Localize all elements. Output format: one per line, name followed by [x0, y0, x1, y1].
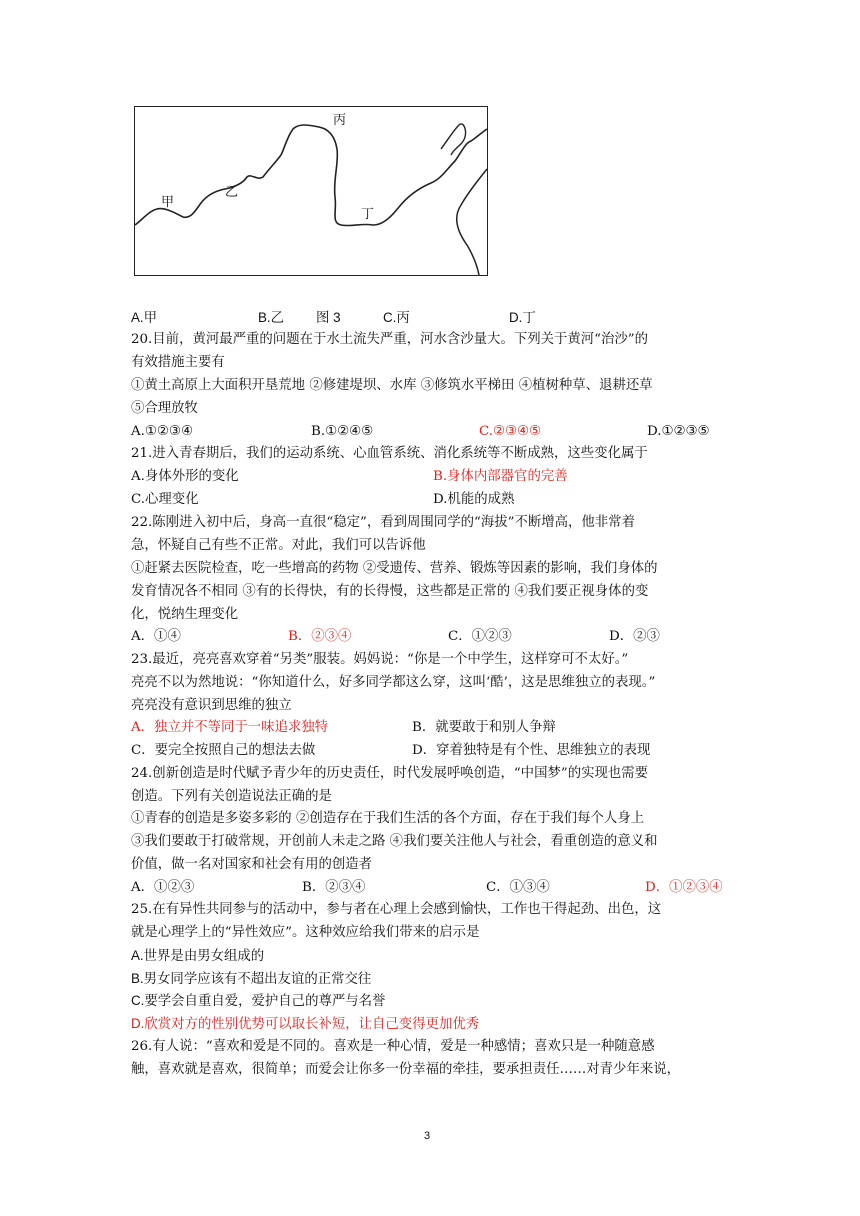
- q23-option-b: B．就要敢于和别人争辩: [412, 720, 556, 735]
- q21-option-a: A.身体外形的变化: [131, 469, 239, 484]
- q21-stem: 21.进入青春期后，我们的运动系统、心血管系统、消化系统等不断成熟，这些变化属于: [131, 446, 648, 461]
- q22-stem-line1: 22.陈刚进入初中后，身高一直很“稳定”，看到周围同学的“海拔”不断增高，他非常着: [131, 515, 635, 530]
- q23-option-d: D．穿着独特是有个性、思维独立的表现: [412, 743, 651, 758]
- q23-stem-line2: 亮亮不以为然地说：“你知道什么，好多同学都这么穿，这叫‘酷’，这是思维独立的表现。”: [131, 675, 656, 690]
- q21-option-d: D.机能的成熟: [433, 492, 515, 507]
- q22-option-d: D．②③: [609, 629, 660, 644]
- q20-option-b: B.①②④⑤: [311, 424, 374, 439]
- q25-option-c: C.要学会自重自爱，爱护自己的尊严与名誉: [131, 993, 386, 1008]
- q24-stem-line2: 创造。下列有关创造说法正确的是: [131, 789, 332, 804]
- q23-stem-line1: 23.最近，亮亮喜欢穿着“另类”服装。妈妈说：“你是一个中学生，这样穿可不太好。”: [131, 652, 629, 667]
- q23-stem-line3: 亮亮没有意识到思维的独立: [131, 698, 292, 713]
- label-bing: 丙: [333, 113, 347, 128]
- q22-option-c: C．①②③: [448, 629, 512, 644]
- q25-option-a: A.世界是由男女组成的: [131, 948, 265, 963]
- page-number: 3: [424, 1130, 431, 1142]
- q26-stem-line1: 26.有人说：“喜欢和爱是不同的。喜欢是一种心情，爱是一种感情；喜欢只是一种随意感: [131, 1039, 655, 1054]
- q22-items-line2: 发育情况各不相同 ③有的长得快，有的长得慢，这些都是正常的 ④我们要正视身体的变: [131, 584, 649, 599]
- q22-stem-line2: 急，怀疑自己有些不正常。对此，我们可以告诉他: [131, 538, 426, 553]
- q25-stem-line2: 就是心理学上的“异性效应”。这种效应给我们带来的启示是: [131, 925, 480, 940]
- q24-items-line1: ①青春的创造是多姿多彩的 ②创造存在于我们生活的各个方面，存在于我们每个人身上: [131, 811, 645, 826]
- label-jia: 甲: [161, 195, 175, 210]
- q24-option-d-answer: D．①②③④: [645, 880, 723, 895]
- fig-option-a: A.甲: [131, 310, 158, 325]
- q21-option-b-answer: B.身体内部器官的完善: [433, 469, 568, 484]
- fig-option-d: D.丁: [509, 310, 536, 325]
- q25-option-d-answer: D.欣赏对方的性别优势可以取长补短，让自己变得更加优秀: [131, 1016, 480, 1031]
- q22-option-b-answer: B．②③④: [288, 629, 352, 644]
- map-figure: [134, 106, 488, 276]
- q20-items-line2: ⑤合理放牧: [131, 401, 198, 416]
- q20-option-a: A.①②③④: [131, 424, 193, 439]
- q20-stem-line1: 20.目前，黄河最严重的问题在于水土流失严重，河水含沙量大。下列关于黄河“治沙”的: [131, 332, 649, 347]
- q22-option-a: A．①④: [131, 629, 181, 644]
- q21-option-c: C.心理变化: [131, 492, 199, 507]
- q23-option-c: C．要完全按照自己的想法去做: [131, 743, 316, 758]
- figure-caption: 图 3: [316, 310, 341, 325]
- q20-option-d: D.①②③⑤: [647, 424, 710, 439]
- fig-option-b: B.乙: [258, 310, 285, 325]
- q24-option-a: A．①②③: [131, 880, 195, 895]
- fig-option-c: C.丙: [383, 310, 410, 325]
- label-yi: 乙: [225, 185, 239, 200]
- label-ding: 丁: [361, 207, 375, 222]
- q26-stem-line2: 触，喜欢就是喜欢，很简单；而爱会让你多一份幸福的牵挂，要承担责任……对青少年来说，: [131, 1062, 681, 1077]
- q20-option-c-answer: C.②③④⑤: [479, 424, 542, 439]
- yellow-river-map: [135, 107, 487, 275]
- q25-option-b: B.男女同学应该有不超出友谊的正常交往: [131, 971, 372, 986]
- q22-items-line1: ①赶紧去医院检查，吃一些增高的药物 ②受遗传、营养、锻炼等因素的影响，我们身体的: [131, 561, 658, 576]
- q22-items-line3: 化，悦纳生理变化: [131, 607, 239, 622]
- q23-option-a-answer: A．独立并不等同于一味追求独特: [131, 720, 329, 735]
- q24-items-line3: 价值，做一名对国家和社会有用的创造者: [131, 857, 373, 872]
- q24-items-line2: ③我们要敢于打破常规，开创前人未走之路 ④我们要关注他人与社会，看重创造的意义和: [131, 834, 658, 849]
- q24-stem-line1: 24.创新创造是时代赋予青少年的历史责任，时代发展呼唤创造，“中国梦”的实现也需要: [131, 766, 649, 781]
- q20-stem-line2: 有效措施主要有: [131, 355, 225, 370]
- q24-option-b: B．②③④: [302, 880, 366, 895]
- q24-option-c: C．①③④: [486, 880, 550, 895]
- q25-stem-line1: 25.在有异性共同参与的活动中，参与者在心理上会感到愉快，工作也干得起劲、出色，这: [131, 902, 662, 917]
- q20-items-line1: ①黄土高原上大面积开垦荒地 ②修建堤坝、水库 ③修筑水平梯田 ④植树种草、退耕还草: [131, 378, 653, 393]
